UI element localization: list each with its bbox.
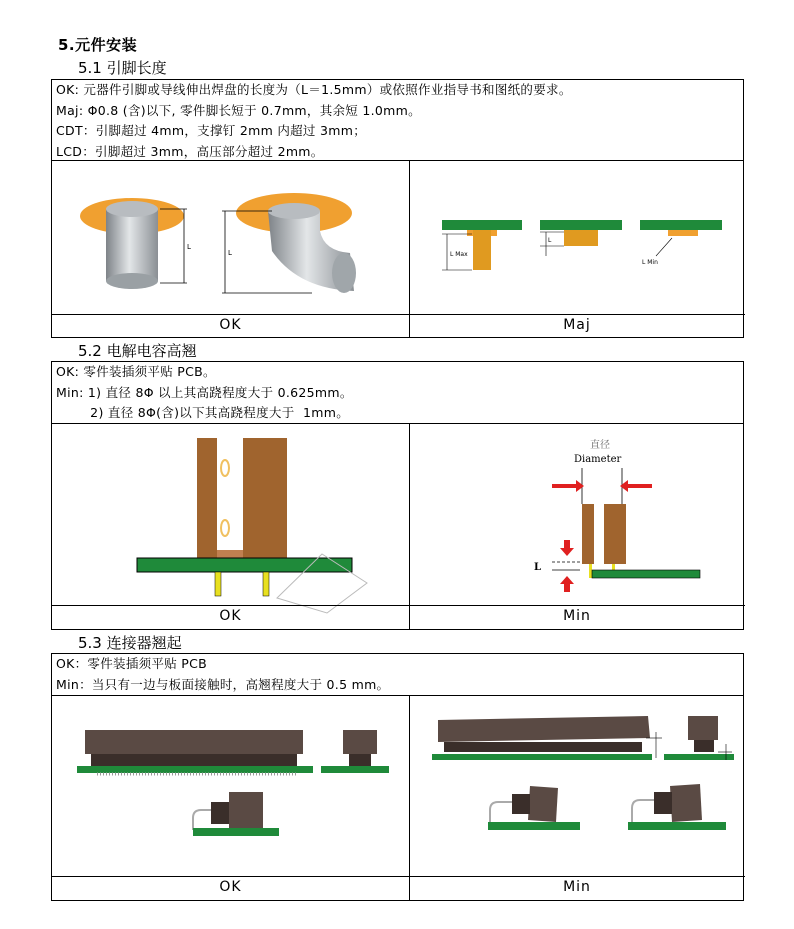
spec-box-5-1 xyxy=(51,79,744,161)
spec-line: OK：零件装插须平贴 PCB xyxy=(56,656,208,671)
arrow-right-icon xyxy=(552,480,584,492)
section-heading-5-2: 5.2 电解电容高翘 xyxy=(78,342,197,360)
dimension-label: L xyxy=(548,237,552,244)
dimension-label: L xyxy=(534,562,542,573)
spec-line: Maj: Φ0.8 (含)以下, 零件脚长短于 0.7mm，其余短 1.0mm。 xyxy=(56,102,421,118)
figure-table-5-3 xyxy=(51,696,744,901)
arrow-left-icon xyxy=(620,480,652,492)
dimension-label: L Min xyxy=(642,259,658,266)
figure-table-5-2 xyxy=(51,424,744,630)
arrow-up-icon xyxy=(560,576,574,592)
spec-box-5-3 xyxy=(51,653,744,696)
ok-label: OK xyxy=(219,879,242,895)
diameter-label-en: Diameter xyxy=(574,454,622,465)
connector-min-illustration xyxy=(432,716,742,846)
dimension-label: L xyxy=(228,249,232,257)
arrow-down-icon xyxy=(560,540,574,556)
maj-label: Maj xyxy=(563,317,591,333)
spec-line: OK: 零件装插须平贴 PCB。 xyxy=(56,364,216,379)
ok-label: OK xyxy=(219,317,242,333)
min-label: Min xyxy=(563,879,591,895)
spec-line: Min: 1) 直径 8Φ 以上其高跷程度大于 0.625mm。 xyxy=(56,384,353,400)
figure-table-5-1 xyxy=(51,161,744,338)
diameter-label-cn: 直径 xyxy=(590,440,610,451)
min-label: Min xyxy=(563,608,591,624)
spec-line: 2) 直径 8Φ(含)以下其高跷程度大于 1mm。 xyxy=(56,405,350,420)
section-heading-5-1: 5.1 引脚长度 xyxy=(78,59,167,77)
page-title: 5.元件安装 xyxy=(58,36,138,54)
lead-length-ok-illustration xyxy=(72,181,392,311)
connector-ok-illustration xyxy=(77,726,397,846)
dimension-label: L Max xyxy=(450,251,468,258)
spec-line: OK: 元器件引脚或导线伸出焊盘的长度为（L＝1.5mm）或依照作业指导书和图纸的要求。 xyxy=(56,82,572,97)
spec-line: LCD：引脚超过 3mm，高压部分超过 2mm。 xyxy=(56,143,324,159)
capacitor-ok-illustration xyxy=(137,438,367,613)
spec-box-5-2 xyxy=(51,361,744,424)
label-row xyxy=(52,314,745,338)
label-row xyxy=(52,876,745,901)
label-row xyxy=(52,605,745,630)
ok-label: OK xyxy=(219,608,242,624)
spec-line: CDT：引脚超过 4mm，支撑钉 2mm 内超过 3mm； xyxy=(56,123,367,138)
lead-length-maj-illustration xyxy=(442,216,742,276)
pin-straight xyxy=(106,209,158,281)
section-heading-5-3: 5.3 连接器翘起 xyxy=(78,634,182,652)
spec-line: Min：当只有一边与板面接触时，高翘程度大于 0.5 mm。 xyxy=(56,676,390,692)
dimension-label: L xyxy=(187,243,191,251)
capacitor-min-illustration xyxy=(512,434,762,614)
